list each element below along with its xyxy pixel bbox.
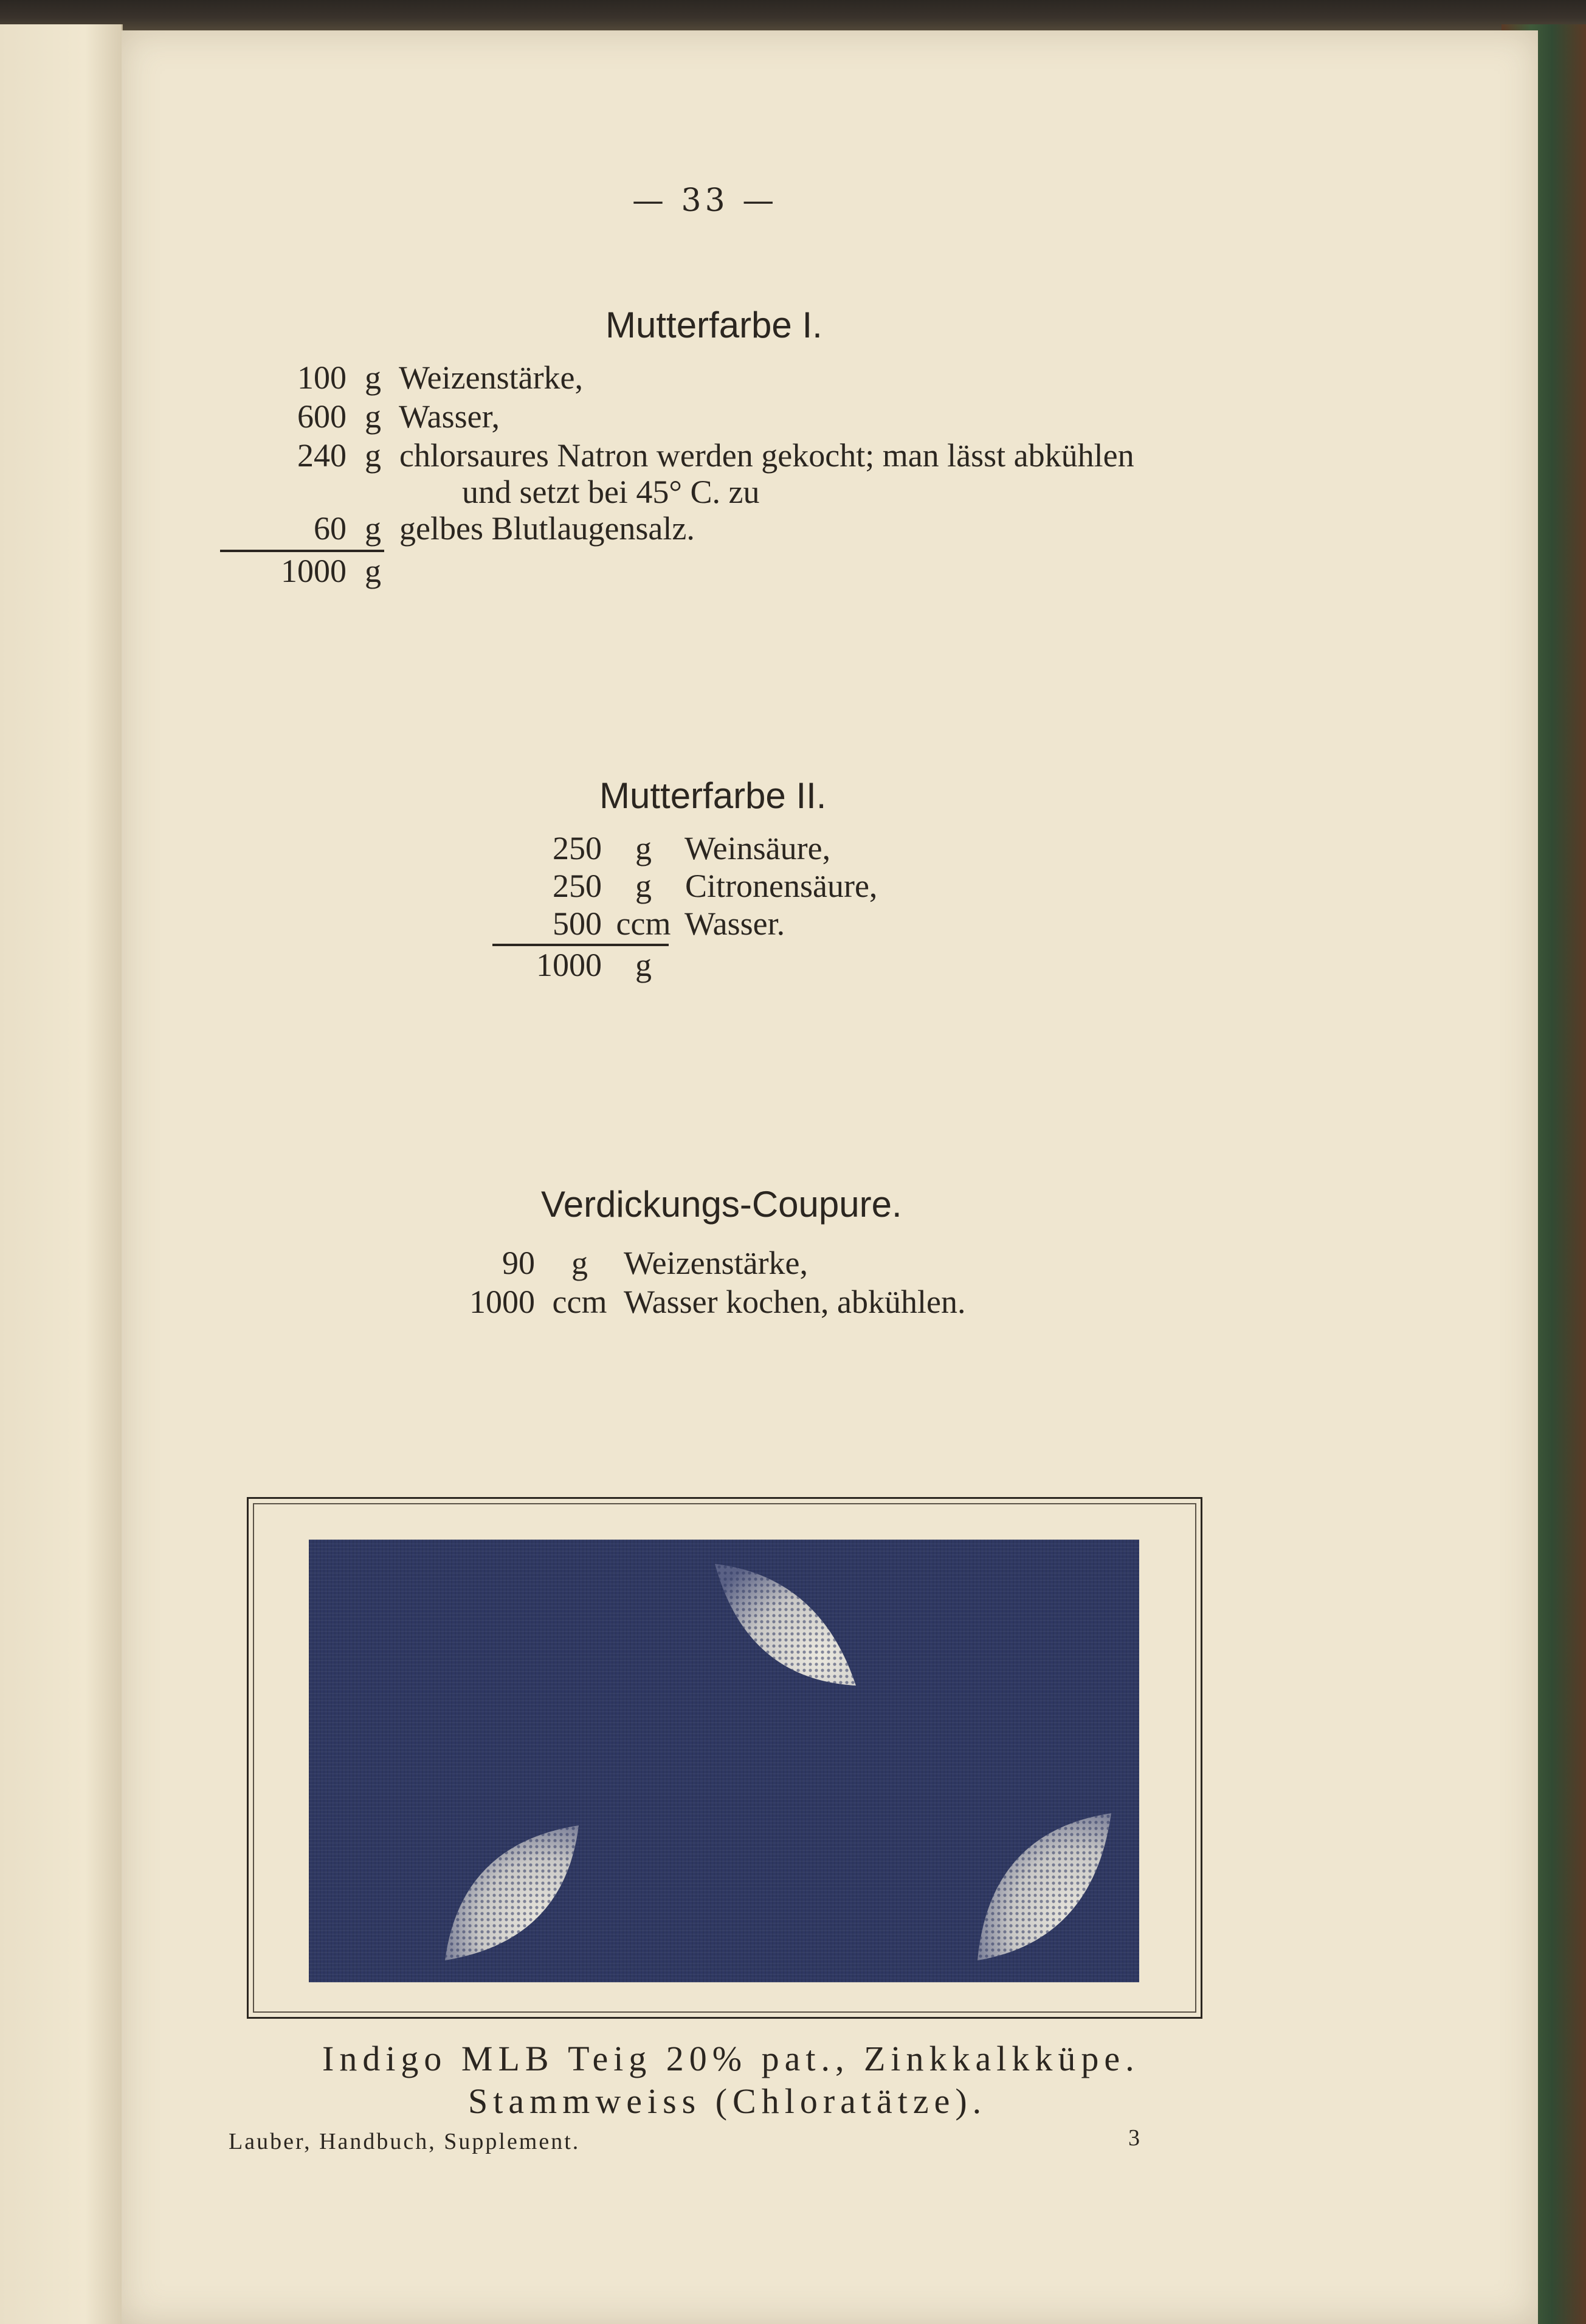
leaf-motif-top (715, 1564, 856, 1686)
recipe-unit: ccm (616, 905, 671, 942)
recipe-text: chlorsaures Natron werden gekocht; man lässt abkühlen (399, 437, 1134, 474)
recipe-text: Citronensäure, (685, 868, 878, 904)
swatch-caption-line-1: Indigo MLB Teig 20% pat., Zinkkalkküpe. (322, 2039, 1140, 2078)
recipe-qty: 100 (297, 359, 347, 396)
recipe-total (267, 552, 391, 590)
recipe-total (517, 946, 677, 984)
recipe-text: gelbes Blutlaugensalz. (399, 510, 695, 547)
total-unit: g (635, 947, 652, 983)
recipe-unit: g (365, 510, 381, 547)
page-number: — 33 — (632, 182, 778, 219)
recipe-qty: 600 (297, 398, 347, 435)
recipe-continuation: und setzt bei 45° C. zu (462, 474, 760, 510)
discharge-pattern (309, 1540, 1139, 1982)
recipe-qty: 500 (553, 905, 602, 942)
recipe-line (462, 1244, 808, 1282)
recipe-unit: ccm (552, 1284, 607, 1320)
recipe-qty: 90 (502, 1245, 535, 1281)
recipe-unit: g (365, 359, 381, 396)
total-unit: g (365, 553, 381, 589)
recipe-unit: g (365, 398, 381, 435)
recipe-qty: 240 (297, 437, 347, 474)
recipe-qty: 250 (553, 830, 602, 866)
recipe-line (267, 398, 500, 435)
indigo-fabric-swatch (309, 1540, 1139, 1982)
recipe-unit: g (571, 1245, 588, 1281)
recipe-line (267, 437, 1134, 474)
swatch-caption-line-2: Stammweiss (Chloratätze). (468, 2081, 987, 2121)
recipe-text: Wasser, (399, 398, 500, 435)
recipe-unit: g (365, 437, 381, 474)
recipe-line (462, 1283, 966, 1321)
left-page-edge (0, 24, 123, 2324)
recipe-line (267, 359, 583, 396)
recipe-text: Wasser. (684, 905, 785, 942)
recipe-unit: g (635, 830, 652, 866)
leaf-motif-bottom-left (445, 1825, 579, 1960)
recipe-qty: 60 (314, 510, 347, 547)
recipe-line (535, 905, 785, 942)
recipe-line (535, 867, 877, 905)
recipe-text: Weizenstärke, (399, 359, 584, 396)
mutterfarbe-2-title: Mutterfarbe II. (599, 775, 827, 816)
recipe-line (535, 829, 830, 867)
recipe-text: Weinsäure, (684, 830, 831, 866)
total-qty: 1000 (536, 947, 602, 983)
leaf-motif-bottom-right (977, 1813, 1111, 1960)
footer-signature: Lauber, Handbuch, Supplement. (229, 2129, 581, 2154)
footer-sheet-number: 3 (1128, 2125, 1142, 2151)
recipe-line (267, 510, 695, 547)
mutterfarbe-1-title: Mutterfarbe I. (605, 305, 822, 345)
book-top-edge (0, 0, 1586, 30)
verdickung-title: Verdickungs-Coupure. (541, 1184, 902, 1225)
recipe-qty: 1000 (469, 1284, 535, 1320)
total-qty: 1000 (281, 553, 347, 589)
recipe-qty: 250 (553, 868, 602, 904)
recipe-unit: g (635, 868, 652, 904)
recipe-text: Wasser kochen, abkühlen. (624, 1284, 966, 1320)
recipe-text: Weizenstärke, (624, 1245, 809, 1281)
